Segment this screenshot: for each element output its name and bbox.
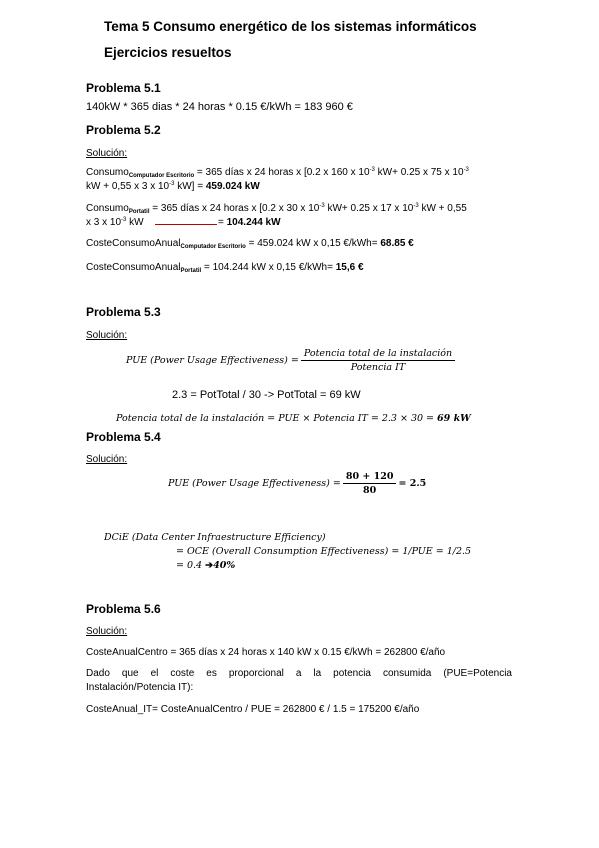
p56-solucion-label: Solución: (86, 626, 128, 637)
arrow-right-icon: ➔ (205, 560, 214, 571)
p54-dcie-value: = 0.4 (176, 560, 206, 571)
p52-desk-text-d: kW] = (174, 181, 206, 192)
p52-coste-portatil-result: 15,6 € (335, 262, 364, 273)
p52-desk-text-b: kW+ 0.25 x 75 x 10 (374, 167, 464, 178)
p52-coste-desk (86, 238, 414, 250)
p52-coste-portatil-label: CosteConsumoAnual (86, 262, 181, 273)
p53-total-result: 69 kW (437, 413, 471, 424)
document-title: Tema 5 Consumo energético de los sistemas informáticos (104, 19, 477, 34)
p54-solucion-label: Solución: (86, 454, 128, 465)
p52-desk-exp1: -3 (369, 167, 375, 173)
p54-pue-formula (168, 471, 426, 496)
p52-coste-portatil (86, 262, 364, 274)
p53-pue-fraction (301, 348, 455, 373)
p54-dcie-percent: 40% (213, 560, 236, 571)
p52-desk-text-a: = 365 días x 24 horas x [0.2 x 160 x 10 (194, 167, 370, 178)
p53-pue-denominator: Potencia IT (350, 362, 406, 373)
p53-pue-formula (126, 348, 457, 373)
p52-portatil-exp3: -3 (121, 217, 127, 223)
p52-portatil-result-line (218, 217, 281, 228)
p52-solucion-label: Solución: (86, 148, 128, 159)
p52-coste-portatil-text: = 104.244 kW x 0,15 €/kWh= (201, 262, 336, 273)
p51-calculation: 140kW * 365 dias * 24 horas * 0.15 €/kWh = 183 960 € (86, 101, 353, 113)
p56-paragraph-line1: Dado que el coste es proporcional a la potencia consumida (PUE=Potencia (86, 668, 512, 679)
p52-desk-sub: Computador Escritorio (128, 173, 195, 179)
p52-portatil-text-b: kW+ 0.25 x 17 x 10 (324, 203, 414, 214)
p52-desk-line1 (86, 167, 469, 179)
p52-portatil-line1 (86, 203, 467, 215)
p52-portatil-text-e: kW (126, 217, 144, 228)
p54-pue-lhs: PUE (Power Usage Effectiveness) = (168, 478, 341, 489)
p52-portatil-line2 (86, 217, 144, 228)
p52-portatil-eq: = (218, 217, 227, 228)
p52-portatil-text-a: = 365 días x 24 horas x [0.2 x 30 x 10 (149, 203, 320, 214)
p53-solucion-label: Solución: (86, 330, 128, 341)
p52-desk-exp3: -3 (169, 181, 175, 187)
p56-paragraph-line2: Instalación/Potencia IT): (86, 682, 194, 693)
p52-coste-desk-result: 68.85 € (380, 238, 414, 249)
p52-portatil-sub: Portatil (128, 209, 150, 215)
p52-desk-exp2: -3 (463, 167, 469, 173)
p54-pue-result: = 2.5 (398, 478, 427, 489)
p52-portatil-label: Consumo (86, 203, 129, 214)
p53-pottotal-line: 2.3 = PotTotal / 30 -> PotTotal = 69 kW (172, 389, 361, 401)
p53-pue-numerator: Potencia total de la instalación (301, 348, 455, 361)
p52-coste-desk-sub: Computador Escritorio (180, 244, 246, 250)
p54-pue-fraction (343, 471, 397, 496)
p53-total-eq: Potencia total de la instalación = PUE × Potencia IT = 2.3 × 30 = (116, 413, 438, 424)
p54-dcie-line3 (176, 560, 235, 571)
red-underline-divider (155, 224, 217, 225)
p52-coste-desk-text: = 459.024 kW x 0,15 €/kWh= (245, 238, 381, 249)
p52-coste-portatil-sub: Portatil (180, 268, 202, 274)
heading-problema-5-1: Problema 5.1 (86, 81, 161, 95)
heading-problema-5-6: Problema 5.6 (86, 602, 161, 616)
heading-problema-5-2: Problema 5.2 (86, 123, 161, 137)
p53-pue-lhs: PUE (Power Usage Effectiveness) = (126, 355, 299, 366)
document-subtitle: Ejercicios resueltos (104, 45, 232, 60)
p52-desk-label: Consumo (86, 167, 129, 178)
p54-pue-denominator: 80 (363, 485, 377, 496)
p52-desk-text-c: kW + 0,55 x 3 x 10 (86, 181, 170, 192)
p54-pue-numerator: 80 + 120 (343, 471, 397, 484)
p52-desk-line2 (86, 181, 260, 192)
p52-portatil-exp1: -3 (319, 203, 325, 209)
p52-portatil-text-d: x 3 x 10 (86, 217, 122, 228)
p54-dcie-line2: = OCE (Overall Consumption Effectiveness) = 1/PUE = 1/2.5 (176, 546, 472, 557)
p52-coste-desk-label: CosteConsumoAnual (86, 238, 181, 249)
heading-problema-5-4: Problema 5.4 (86, 430, 161, 444)
p52-portatil-exp2: -3 (413, 203, 419, 209)
p52-portatil-result: 104.244 kW (226, 217, 281, 228)
heading-problema-5-3: Problema 5.3 (86, 305, 161, 319)
p56-coste-it: CosteAnual_IT= CosteAnualCentro / PUE = 262800 € / 1.5 = 175200 €/año (86, 704, 420, 715)
p54-dcie-line1: DCiE (Data Center Infraestructure Efficiency) (104, 532, 326, 543)
p52-portatil-text-c: kW + 0,55 (418, 203, 467, 214)
p53-total-formula (116, 413, 471, 424)
p52-desk-result: 459.024 kW (205, 181, 260, 192)
p56-coste-centro: CosteAnualCentro = 365 días x 24 horas x 140 kW x 0.15 €/kWh = 262800 €/año (86, 647, 446, 658)
